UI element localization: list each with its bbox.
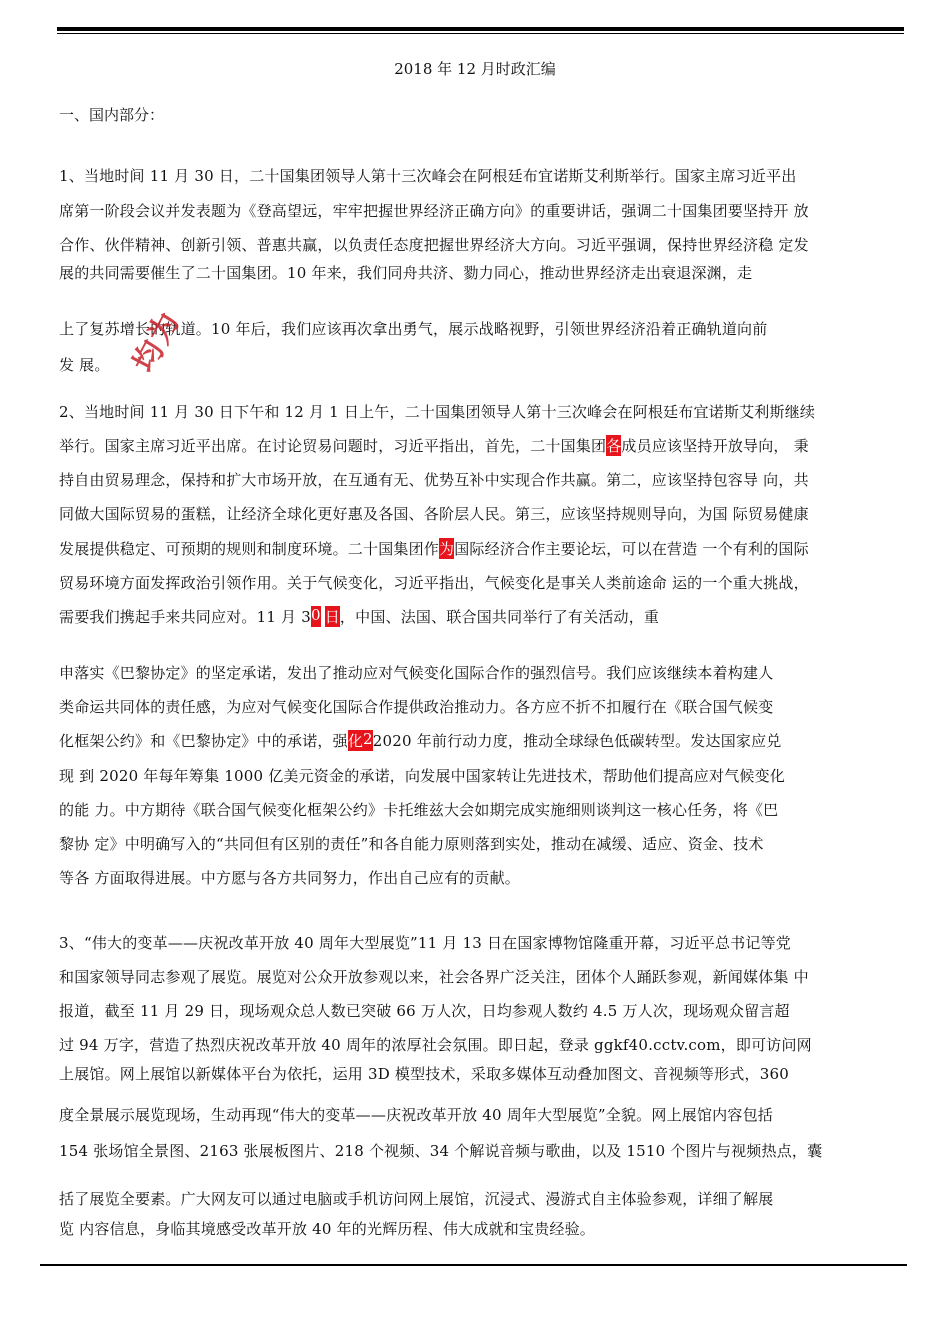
p3-line-2: 和国家领导同志参观了展览。展览对公众开放参观以来，社会各界广泛关注，团体个人踊跃参观，新闻媒体集 中: [59, 968, 809, 986]
section-heading: 一、国内部分：: [59, 106, 165, 124]
p2-line-7-part-a: 需要我们携起手来共同应对。11 月 3: [59, 608, 311, 626]
highlight-mark: 日: [324, 608, 340, 626]
p3-line-1: 3、“伟大的变革——庆祝改革开放 40 周年大型展览”11 月 13 日在国家博物馆隆重开幕，习近平总书记等党: [59, 934, 791, 952]
p1-line-2: 席第一阶段会议并发表题为《登高望远，牢牢把握世界经济正确方向》的重要讲话，强调二十国集团要坚持开 放: [59, 202, 809, 220]
p3-line-6: 度全景展示展览现场，生动再现“伟大的变革——庆祝改革开放 40 周年大型展览”全貌。网上展馆内容包括: [59, 1106, 773, 1124]
p2b-line-2: 类命运共同体的责任感，为应对气候变化国际合作提供政治推动力。各方应不折不扣履行在《联合国气候变: [59, 698, 774, 716]
p2-line-5-part-b: 国际经济合作主要论坛，可以在营造 一个有利的国际: [454, 540, 809, 558]
p2-line-5: [59, 538, 891, 559]
p2b-line-3: [59, 730, 891, 751]
p2b-line-6: 黎协 定》中明确写入的“共同但有区别的责任”和各自能力原则落到实处，推动在减缓、适应、资金、技术: [59, 835, 764, 853]
p2-line-5-part-a: 发展提供稳定、可预期的规则和制度环境。二十国集团作: [59, 540, 440, 558]
p2-line-3: 持自由贸易理念，保持和扩大市场开放，在互通有无、优势互补中实现合作共赢。第二，应该坚持包容导 向，共: [59, 471, 809, 489]
p2b-line-4: 现 到 2020 年每年筹集 1000 亿美元资金的承诺，向发展中国家转让先进技术，帮助他们提高应对气候变化: [59, 767, 785, 785]
p1-line-3: 合作、伙伴精神、创新引领、普惠共赢，以负责任态度把握世界经济大方向。习近平强调，保持世界经济稳 定发: [59, 236, 809, 254]
page-title: 2018 年 12 月时政汇编: [394, 60, 556, 78]
p1-line-5: 上了复苏增长的轨道。10 年后，我们应该再次拿出勇气，展示战略视野，引领世界经济沿着正确轨道向前: [59, 320, 768, 338]
p2-line-4: 同做大国际贸易的蛋糕，让经济全球化更好惠及各国、各阶层人民。第三，应该坚持规则导向，为国 际贸易健康: [59, 505, 809, 523]
highlight-mark: 为: [439, 540, 455, 558]
p2-line-2-part-a: 举行。国家主席习近平出席。在讨论贸易问题时，习近平指出，首先，二十国集团: [59, 437, 607, 455]
top-rule: [57, 27, 904, 31]
p3-line-3: 报道，截至 11 月 29 日，现场观众总人数已突破 66 万人次，日均参观人数约 4.5 万人次，现场观众留言超: [59, 1002, 790, 1020]
p1-line-4: 展的共同需要催生了二十国集团。10 年来，我们同舟共济、勠力同心，推动世界经济走出衰退深渊，走: [59, 264, 753, 282]
highlight-mark: 0: [311, 606, 321, 627]
p2-line-7: [59, 606, 891, 627]
p2b-line-3-part-b: 2020 年前行动力度，推动全球绿色低碳转型。发达国家应兑: [372, 732, 782, 750]
p2b-line-5: 的能 力。中方期待《联合国气候变化框架公约》卡托维兹大会如期完成实施细则谈判这一核心任务，将《巴: [59, 801, 779, 819]
red-stamp-mark: 均为: [126, 305, 188, 379]
p2b-line-3-part-a: 化框架公约》和《巴黎协定》中的承诺，强: [59, 732, 348, 750]
p2b-line-7: 等各 方面取得进展。中方愿与各方共同努力，作出自己应有的贡献。: [59, 869, 520, 887]
p3-line-8: 括了展览全要素。广大网友可以通过电脑或手机访问网上展馆，沉浸式、漫游式自主体验参观，详细了解展: [59, 1190, 774, 1208]
p3-line-9: 览 内容信息，身临其境感受改革开放 40 年的光辉历程、伟大成就和宝贵经验。: [59, 1220, 595, 1238]
p2-line-2-part-b: 成员应该坚持开放导向， 秉: [621, 437, 809, 455]
p2-line-1: 2、当地时间 11 月 30 日下午和 12 月 1 日上午，二十国集团领导人第十三次峰会在阿根廷布宜诺斯艾利斯继续: [59, 403, 816, 421]
p1-line-1: 1、当地时间 11 月 30 日，二十国集团领导人第十三次峰会在阿根廷布宜诺斯艾利斯举行。国家主席习近平出: [59, 167, 797, 185]
highlight-mark: 化: [347, 732, 364, 750]
p2-line-6: 贸易环境方面发挥政治引领作用。关于气候变化，习近平指出，气候变化是事关人类前途命 运的一个重大挑战，: [59, 574, 809, 592]
bottom-rule: [40, 1264, 907, 1266]
highlight-mark: 2: [363, 730, 373, 751]
top-rule-thin: [57, 33, 904, 34]
p3-line-7: 154 张场馆全景图、2163 张展板图片、218 个视频、34 个解说音频与歌曲，以及 1510 个图片与视频热点，囊: [59, 1142, 823, 1160]
p1-line-6: 发 展。: [59, 356, 110, 374]
p3-line-5: 上展馆。网上展馆以新媒体平台为依托，运用 3D 模型技术，采取多媒体互动叠加图文、音视频等形式，360: [59, 1065, 789, 1083]
highlight-mark: 各: [606, 437, 622, 455]
p2-line-2: [59, 435, 891, 456]
p2-line-7-part-b: ，中国、法国、联合国共同举行了有关活动，重: [339, 608, 660, 626]
p2b-line-1: 申落实《巴黎协定》的坚定承诺，发出了推动应对气候变化国际合作的强烈信号。我们应该继续本着构建人: [59, 664, 774, 682]
p3-line-4: 过 94 万字，营造了热烈庆祝改革开放 40 周年的浓厚社会氛围。即日起，登录 ggkf40.cctv.com，即可访问网: [59, 1036, 812, 1054]
